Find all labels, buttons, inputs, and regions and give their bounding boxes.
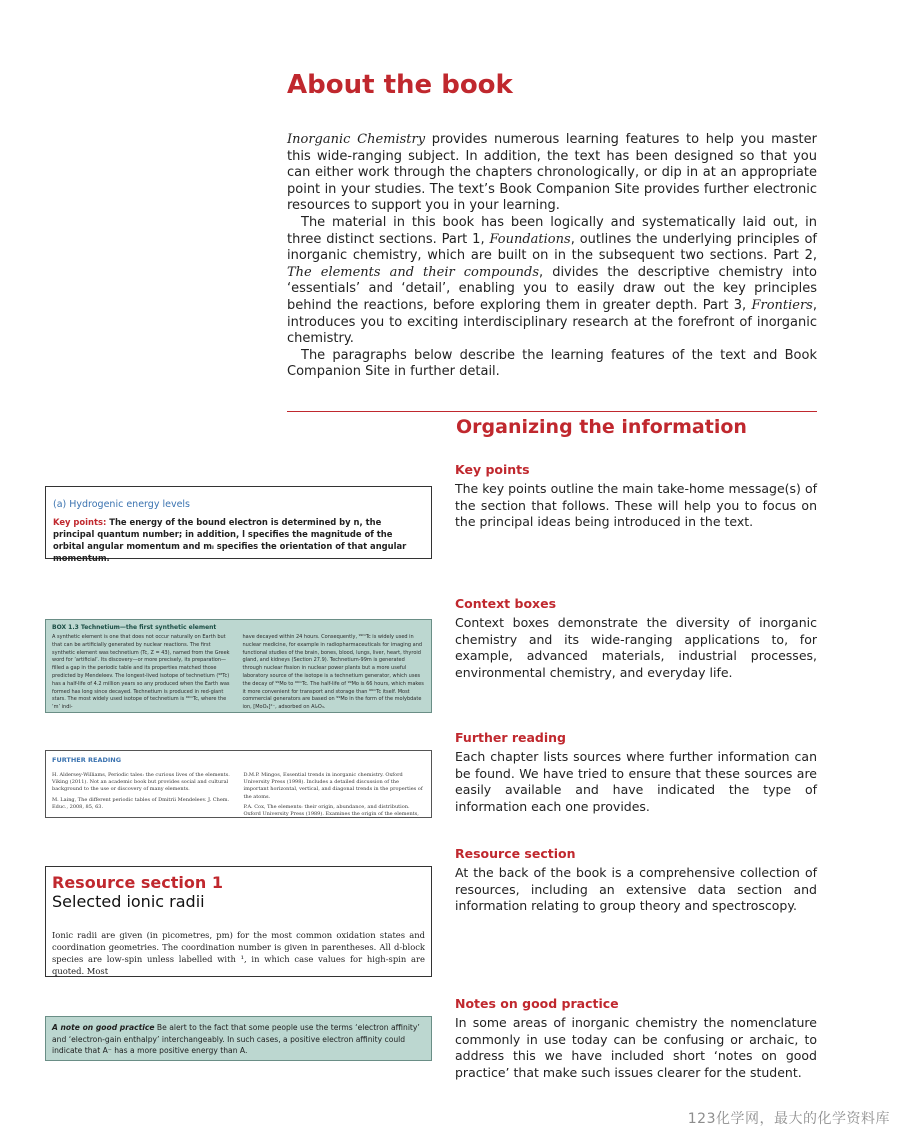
intro-paragraph-1 — [287, 132, 817, 215]
good-practice-text: Be alert to the fact that some people use the terms ‘electron affinity’ and ‘electron-gain enthalpy’ interchangeably. In such cases, a positive electron affinity could indicate that A⁻ has a more positive energy than A. — [52, 1023, 420, 1055]
intro-p2-a: The material in this book has been logically and systematically laid out, in three distinct sections. Part 1, — [287, 214, 817, 247]
context-box-column-1: A synthetic element is one that does not occur naturally on Earth but that can be artificially generated by nuclear reactions. The first synthetic element was technetium (Tc, Z = 43), named from the Greek word for ‘artificial’. Its discovery—or more precisely, its preparation—filled a gap in the periodic table and its properties matched those predicted by Mendeleev. The longest-lived isotope of technetium (⁹⁸Tc) has a half-life of 4.2 million years so any produced when the Earth was formed has long since decayed. Technetium is produced in red-giant stars. The most widely used isotope of technetium is ⁹⁹ᵐTc, where the ‘m’ indi- — [52, 634, 230, 711]
part1-name: Foundations — [489, 231, 571, 247]
sample-key-points-box — [45, 486, 432, 563]
page-title: About the book — [287, 70, 513, 100]
book-title-italic: Inorganic Chemistry — [287, 132, 426, 147]
good-practice-label: A note on good practice — [52, 1023, 155, 1032]
reference-item: D.M.P. Mingos, Essential trends in inorganic chemistry. Oxford University Press (1998). Includes a detailed discussion of the important horizontal, vertical, and diagonal trends in the properties of the atoms. — [243, 772, 423, 800]
watermark-text: 123化学网，最大的化学资料库 — [687, 1111, 890, 1127]
context-box-column-2: have decayed within 24 hours. Consequently, ⁹⁹ᵐTc is widely used in nuclear medicine, for example in radiopharmaceuticals for imaging and functional studies of the brain, bones, blood, lungs, liver, heart, thyroid gland, and kidneys (Section 27.9). Technetium-99m is generated through nuclear fission in nuclear power plants but a more useful laboratory source of the isotope is a technetium generator, which uses the decay of ⁹⁹Mo to ⁹⁹ᵐTc. The half-life of ⁹⁹Mo is 66 hours, which makes it more convenient for transport and storage than ⁹⁹ᵐTc itself. Most commercial generators are based on ⁹⁹Mo in the form of the molybdate ion, [MoO₄]²⁻, adsorbed on Al₂O₃. — [242, 634, 424, 711]
feature-text: Each chapter lists sources where further information can be found. We have tried to ensure that these sources are easily available and have indicated the type of information each one provides. — [455, 749, 817, 814]
feature-text: The key points outline the main take-home message(s) of the section that follows. These will help you to focus on the principal ideas being introduced in the text. — [455, 481, 817, 530]
reference-item: P.A. Cox, The elements: their origin, abundance, and distribution. Oxford University Press (1989). Examines the origin of the elements, — [243, 803, 419, 818]
part3-name: Frontiers — [751, 297, 813, 313]
key-points-body — [53, 516, 424, 564]
part2-name: The elements and their compounds — [287, 264, 540, 280]
further-reading-column-2 — [244, 772, 426, 818]
sample-good-practice-box — [45, 1016, 432, 1061]
feature-context-boxes — [455, 596, 817, 681]
feature-title: Notes on good practice — [455, 996, 619, 1011]
feature-text: Context boxes demonstrate the diversity of inorganic chemistry and its wide-ranging applications to, for example, advanced materials, industrial processes, environmental chemistry, and everyday life. — [455, 615, 817, 680]
intro-text — [287, 132, 817, 381]
intro-p2-b: , outlines the underlying principles of inorganic chemistry, which are built on in the subsequent two sections. Part 2, — [287, 231, 817, 264]
reference-item: H. Aldersey-Williams, Periodic tales: the curious lives of the elements. Viking (2011). Not an academic book but provides social and cultural background to the use or discovery of many elements. — [52, 772, 230, 793]
further-reading-column-1 — [52, 772, 234, 818]
feature-good-practice — [455, 996, 817, 1081]
feature-text: In some areas of inorganic chemistry the nomenclature commonly in use today can be confusing or archaic, to address this we have included short ‘notes on good practice’ that make such issues clearer for the student. — [455, 1015, 817, 1080]
resource-section-subtitle: Selected ionic radii — [52, 892, 205, 911]
sample-further-reading-box — [45, 750, 432, 818]
intro-p1-text: provides numerous learning features to help you master this wide-ranging subject. In addition, the text has been designed so that you can either work through the chapters chronologically, or dip in at an appropriate point in your studies. The text’s Book Companion Site provides further electronic resources to support you in your learning. — [287, 132, 817, 214]
feature-title: Further reading — [455, 730, 567, 745]
intro-paragraph-2 — [287, 215, 817, 348]
feature-further-reading — [455, 730, 817, 815]
good-practice-body — [52, 1022, 425, 1057]
feature-resource-section — [455, 846, 817, 915]
further-reading-title: FURTHER READING — [52, 756, 122, 764]
intro-paragraph-3: The paragraphs below describe the learning features of the text and Book Companion Site in further detail. — [287, 347, 817, 380]
intro-p2-d: , introduces you to exciting interdisciplinary research at the forefront of inorganic chemistry. — [287, 297, 817, 347]
feature-title: Context boxes — [455, 596, 557, 611]
sample-resource-section-box — [45, 866, 432, 977]
key-points-subtitle: (a) Hydrogenic energy levels — [53, 499, 190, 510]
key-points-text: The energy of the bound electron is determined by n, the principal quantum number; in addition, l specifies the magnitude of the orbital angular momentum and mₗ specifies the orientation of that angular momentum. — [53, 517, 407, 563]
sample-context-box — [45, 619, 432, 713]
feature-title: Resource section — [455, 846, 576, 861]
feature-title: Key points — [455, 462, 530, 477]
context-box-title: BOX 1.3 Technetium—the first synthetic element — [52, 624, 217, 631]
key-points-label: Key points: — [53, 517, 107, 527]
section-divider — [287, 411, 817, 412]
feature-text: At the back of the book is a comprehensive collection of resources, including an extensive data section and information relating to group theory and spectroscopy. — [455, 865, 817, 914]
resource-section-title: Resource section 1 — [52, 873, 223, 892]
feature-key-points — [455, 462, 817, 531]
resource-section-text: Ionic radii are given (in picometres, pm) for the most common oxidation states and coordination geometries. The coordination number is given in parentheses. All d-block species are low-spin unless labelled with ¹, in which case values for high-spin are quoted. Most — [52, 930, 425, 976]
intro-p2-c: , divides the descriptive chemistry into ‘essentials’ and ‘detail’, enabling you to easily draw out the key principles behind the reactions, before exploring them in greater depth. Part 3, — [287, 264, 818, 313]
reference-item: M. Laing, The different periodic tables of Dmitrii Mendeleev. J. Chem. Educ., 2008, 85, 63. — [52, 796, 230, 810]
section-heading: Organizing the information — [456, 416, 747, 438]
